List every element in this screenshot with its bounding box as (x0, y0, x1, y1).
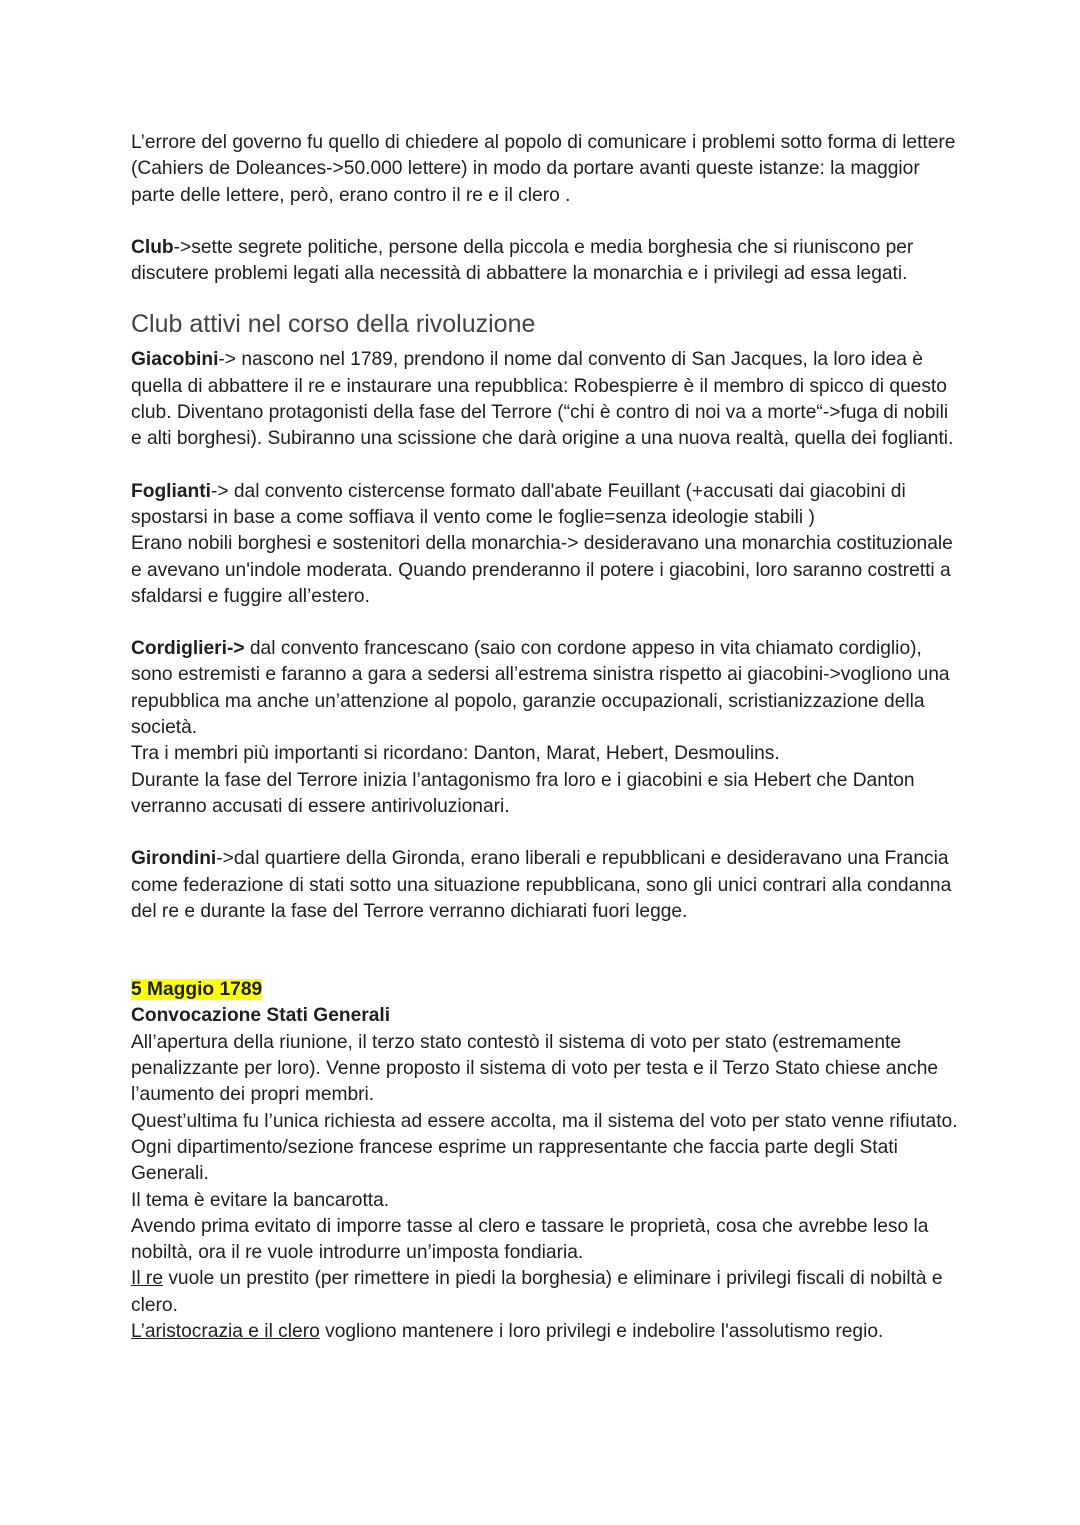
event-paragraph-1: All’apertura della riunione, il terzo stato contestò il sistema di voto per stato (estremamente penalizzante per loro). Venne proposto il sistema di voto per testa e il Terzo Stato chiese anche l’aumento dei propri membri. (131, 1031, 939, 1106)
club-text: -> dal convento cistercense formato dall'abate Feuillant (+accusati dai giacobini di spostarsi in base a come soffiava il vento come le foglie=senza ideologie stabili ) (131, 480, 906, 528)
event-paragraph-6-text: vogliono mantenere i loro privilegi e indebolire l'assolutismo regio. (319, 1320, 884, 1342)
club-definition (131, 235, 961, 288)
club-term: Cordiglieri-> (131, 638, 245, 660)
document-page (131, 130, 961, 1345)
event-paragraph-2: Quest’ultima fu l’unica richiesta ad essere accolta, ma il sistema del voto per stato venne rifiutato. Ogni dipartimento/sezione francese esprime un rappresentante che faccia parte degli Stati Generali. (131, 1110, 958, 1185)
club-text: dal convento francescano (saio con cordone appeso in vita chiamato cordiglio), sono estremisti e faranno a gara a sedersi all’estrema sinistra rispetto ai giacobini->vogliono una repubblica ma anche un’attenzione al popolo, garanzie occupazionali, scristianizzazione della società. (131, 638, 950, 739)
section-heading: Club attivi nel corso della rivoluzione (131, 310, 536, 339)
club-term: Girondini (131, 848, 217, 870)
underlined-subject: Il re (131, 1268, 163, 1290)
club-foglianti-text2: Erano nobili borghesi e sostenitori della monarchia-> desideravano una monarchia costituzionale e avevano un'indole moderata. Quando prenderanno il potere i giacobini, loro saranno costretti a sfaldarsi e fuggire all’estero. (131, 533, 953, 607)
event-paragraph-6 (131, 1319, 961, 1345)
event-paragraph-5-text: vuole un prestito (per rimettere in piedi la borghesia) e eliminare i privilegi fiscali di nobiltà e clero. (131, 1268, 943, 1316)
club-cordiglieri (131, 636, 961, 741)
event-title-text: Convocazione Stati Generali (131, 1005, 391, 1027)
club-term: Giacobini (131, 349, 219, 371)
event-paragraph-5 (131, 1266, 961, 1319)
club-girondini (131, 846, 961, 925)
club-term: Club (131, 236, 174, 258)
club-text: -> nascono nel 1789, prendono il nome dal convento di San Jacques, la loro idea è quella di abbattere il re e instaurare una repubblica: Robespierre è il membro di spicco di questo club. Diventano protagonisti della fase del Terrore (“chi è contro di noi va a morte“->fuga di nobili e alti borghesi). Subiranno una scissione che darà origine a una nuova realtà, quella dei foglianti. (131, 349, 954, 450)
club-cordiglieri-text3: Durante la fase del Terrore inizia l’antagonismo fra loro e i giacobini e sia Hebert che Danton verranno accusati di essere antirivoluzionari. (131, 769, 915, 817)
club-foglianti (131, 479, 961, 532)
underlined-subject: L’aristocrazia e il clero (131, 1320, 320, 1342)
event-paragraph-3: Il tema è evitare la bancarotta. (131, 1189, 390, 1211)
event-paragraph-4: Avendo prima evitato di imporre tasse al clero e tassare le proprietà, cosa che avrebbe leso la nobiltà, ora il re vuole introdurre un’imposta fondiaria. (131, 1215, 929, 1264)
club-giacobini (131, 347, 961, 452)
intro-paragraph: L’errore del governo fu quello di chiedere al popolo di comunicare i problemi sotto forma di lettere (Cahiers de Doleances->50.000 lettere) in modo da portare avanti queste istanze: la maggior parte delle lettere, però, erano contro il re e il clero . (131, 132, 956, 206)
club-term: Foglianti (131, 480, 211, 502)
club-text: ->dal quartiere della Gironda, erano liberali e repubblicani e desideravano una Francia come federazione di stati sotto una situazione repubblicana, sono gli unici contrari alla condanna del re e durante la fase del Terrore verranno dichiarati fuori legge. (131, 848, 952, 922)
event-date-highlight: 5 Maggio 1789 (131, 979, 263, 1001)
club-cordiglieri-text2: Tra i membri più importanti si ricordano: Danton, Marat, Hebert, Desmoulins. (131, 743, 780, 765)
club-definition-text: ->sette segrete politiche, persone della piccola e media borghesia che si riuniscono per discutere problemi legati alla necessità di abbattere la monarchia e i privilegi ad essa legati. (131, 236, 914, 285)
event-title (131, 1003, 961, 1029)
event-date (131, 977, 961, 1003)
